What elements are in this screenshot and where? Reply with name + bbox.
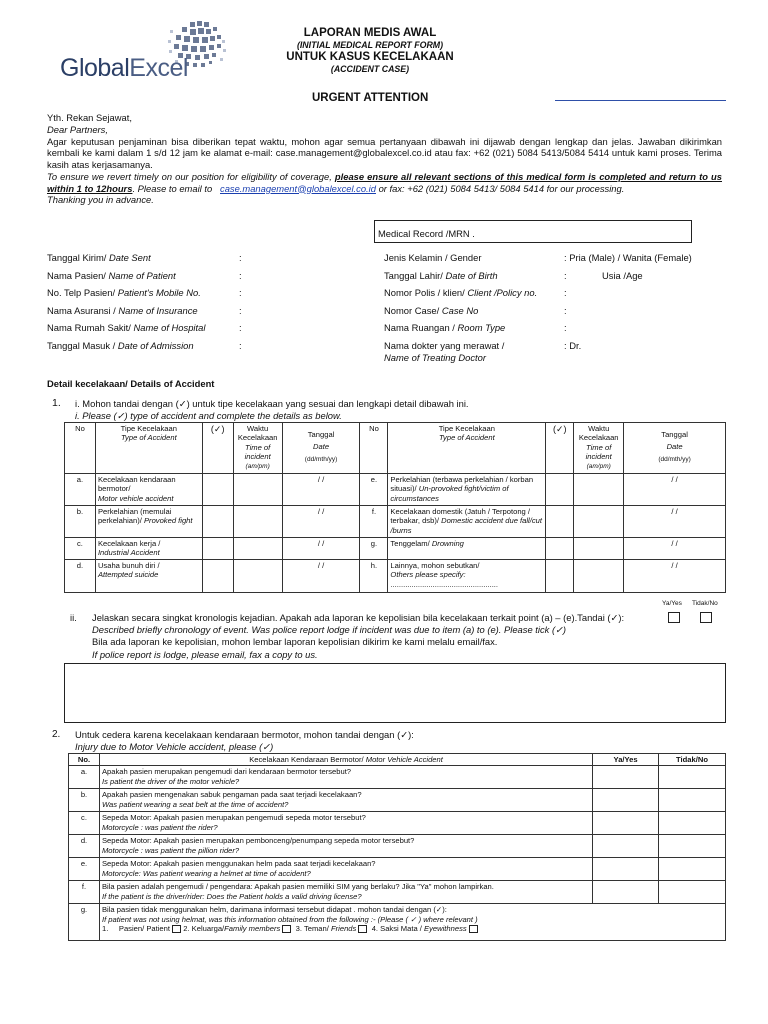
mv-row-en: Is patient the driver of the motor vehicle? [101,776,240,786]
table-row [69,812,726,835]
row-type-id: Kecelakaan domestik (Jatuh / Terpotong / terbakar, dsb)/ [390,507,531,526]
row-check-cell[interactable] [546,474,574,506]
field-colon: : [239,269,242,281]
col-time-2 [574,423,624,474]
field-label-id: Jenis Kelamin / Gender [384,252,482,263]
field-colon: : [239,339,242,351]
field-label-en: Client /Policy no. [467,287,538,298]
col-date-2 [624,423,726,474]
field-colon: : [564,322,567,333]
mv-yes-cell[interactable] [593,766,659,789]
table-row [69,766,726,789]
section1ii-text [92,612,712,661]
field-value: : Dr. [564,339,582,351]
mv-row-id: Apakah pasien merupakan pengemudi dari kendaraan bermotor tersebut? [101,767,352,777]
row-check-cell[interactable] [202,538,233,560]
mv-row-no: c. [69,812,100,835]
col-date-unit: (dd/mth/yy) [304,456,338,464]
mrn-field[interactable] [374,220,692,243]
row-type-id: Usaha bunuh diri / [97,561,160,570]
row-type-en: Un-provoked fight/victim of circumstances [390,484,509,503]
row-type-en: Attempted suicide [97,570,159,580]
col-type-2 [388,423,546,474]
col-time-id: Waktu Kecelakaan [578,424,619,443]
field-colon: : [239,287,242,298]
row-type-id: Perkelahian (memulai perkelahian)/ [97,507,172,526]
row-date-cell[interactable]: / / [282,474,360,506]
row-no: c. [65,538,96,560]
subtitle-en: (ACCIDENT CASE) [330,64,410,74]
field-label-en: Name of Insurance [118,304,198,316]
row-date-cell[interactable]: / / [624,474,726,506]
row-date-cell[interactable]: / / [282,560,360,593]
field-label-id: Nomor Case/ [384,304,440,316]
mv-row-en: If the patient is the driver/rider: Does the Patient holds a valid driving license? [101,891,362,901]
col-type [95,423,202,474]
row-check-cell[interactable] [546,538,574,560]
fields-left [47,252,377,357]
table-row [69,858,726,881]
field-label-en: Name of Patient [108,269,176,281]
source-option-2[interactable] [183,924,291,933]
row-date-cell[interactable]: / / [282,506,360,538]
email-link[interactable]: case.management@globalexcel.co.id [220,182,376,194]
no-label: Tidak/No [692,600,718,607]
greeting-id: Yth. Rekan Sejawat, [47,112,132,123]
accident-type-table [64,422,726,593]
row-no: a. [65,474,96,506]
field-policy[interactable] [384,287,724,305]
field-label-id: Nama dokter yang merawat / [384,339,505,351]
col-time-unit: (am/pm) [245,463,270,470]
section1-title-text: Detail kecelakaan/ Details of Accident [47,378,215,389]
mv-row-no: e. [69,858,100,881]
col-time-unit: (am/pm) [586,463,611,470]
field-colon: : [564,304,567,316]
field-date-sent[interactable] [47,252,377,270]
field-label-id: Nama Pasien/ [47,269,106,281]
row-check-cell[interactable] [546,506,574,538]
subtitle-id: UNTUK KASUS KECELAKAAN [286,51,454,63]
mv-row-g-en: If patient was not using helmat, was this information obtained from the following :- (Please ( ✓ ) where relevant ) [101,914,478,924]
col-date-unit: (dd/mth/yy) [658,456,691,464]
others-specify-field[interactable]: ................................................... [390,579,499,589]
mv-no-cell[interactable] [659,812,726,835]
mv-yes-cell[interactable] [593,789,659,812]
section1ii-line2-en: If police report is lodge, please email, fax a copy to us. [92,648,318,660]
field-label-id: Nomor Polis / klien/ [384,287,465,298]
row-type [388,560,546,593]
row-date-cell[interactable]: / / [624,538,726,560]
mv-row-id: Apakah pasien mengenakan sabuk pengaman pada saat terjadi kecelakaan? [101,790,362,800]
field-label-id: Tanggal Lahir/ [384,269,443,281]
mv-row-en: Motorcycle : was patient the rider? [101,822,218,832]
field-insurance[interactable] [47,305,377,323]
greeting-en: Dear Partners, [47,123,108,135]
intro [47,112,722,206]
logo-wordmark [60,54,188,83]
mv-row-g [99,904,725,941]
opt4-checkbox[interactable] [469,925,478,933]
row-date-cell[interactable]: / / [282,538,360,560]
field-label-en: Date of Admission [117,339,194,351]
col-time-en: Time of incident [585,442,612,461]
mv-row-en: Motorcycle: Was patient wearing a helmet at time of accident? [101,868,311,878]
section1ii-line1-en: Described briefly chronology of event. Was police report lodge if incident was due to item (a) to (e). Please tick (✓) [92,624,567,636]
mv-row-en: Motorcycle : was patient the pillion rider? [101,845,240,855]
row-no: b. [65,506,96,538]
field-label-en: Date of Birth [445,269,498,281]
row-date-cell[interactable]: / / [624,560,726,593]
mv-row-id: Sepeda Motor: Apakah pasien merupakan pengemudi sepeda motor tersebut? [101,813,366,823]
mv-no-cell[interactable] [659,881,726,904]
police-report-no-checkbox[interactable] [700,612,712,623]
col-date-id: Tanggal [307,430,335,439]
intro-en-2: . Please to email to [132,182,213,194]
table-row [65,538,726,560]
opt1-checkbox[interactable] [172,925,181,933]
motor-vehicle-table [68,753,726,941]
row-type-en: Domestic accident due fall/cut /burns [390,516,542,535]
title-en: (INITIAL MEDICAL REPORT FORM) [296,40,444,50]
opt4-num: 4. Saksi Mata / [371,923,422,933]
mv-yes-cell[interactable] [593,858,659,881]
opt3-label: Friends [331,923,357,933]
row-type-id: Perkelahian (terbawa perkelahian / korban situasi)/ [390,475,534,494]
mrn-label: Medical Record /MRN . [378,228,475,239]
mv-row-text [99,835,592,858]
opt1-num: 1. [101,923,109,933]
row-type [95,474,202,506]
row-type-id: Kecelakaan kerja / [97,539,161,548]
opt4-label: Eyewithness [424,923,467,933]
header [270,27,470,74]
opt3-checkbox[interactable] [358,925,367,933]
fields-right [384,252,724,366]
mv-col-yes: Ya/Yes [593,754,659,766]
mv-row-no: g. [69,904,100,941]
section1-instr-en: i. Please (✓) type of accident and complete the details as below. [75,410,342,421]
col-type-en: Type of Accident [120,433,177,443]
row-type-id: Lainnya, mohon sebutkan/ [390,561,480,570]
section1-instr-id: i. Mohon tandai dengan (✓) untuk tipe kecelakaan yang sesuai dan lengkapi detail dibawah ini. [75,398,469,409]
row-type-en: Motor vehicle accident [97,493,174,503]
field-colon: : [239,304,242,316]
field-label-id: Nama Rumah Sakit/ [47,322,131,333]
row-type [388,506,546,538]
mv-col-no2: Tidak/No [659,754,726,766]
table-row [65,506,726,538]
logo-excel: Excel [129,54,188,82]
intro-para-id: Agar keputusan penjaminan bisa diberikan tepat waktu, mohon agar semua pertanyaan dibawah ini dijawab dengan lengkap dan jelas. Jawaban dikirimkan kembali ke kami dalam 1 s/d 12 jam ke alamat e-mail: case.management@globalexcel.co.id atau fax: +62 (021) 5084 5413/5084 5414 untuk kami proses. Terima kasih atas kerjasamanya. [47,135,722,170]
mv-row-no: d. [69,835,100,858]
section1ii-line1-id: Jelaskan secara singkat kronologis kejadian. Apakah ada laporan ke kepolisian bila kecelakaan terkait point (a) – (e).Tandai (✓): [92,612,625,623]
section2-num: 2. [52,729,61,740]
mv-row-no: f. [69,881,100,904]
row-type-id: Kecelakaan kendaraan bermotor/ [97,475,176,494]
logo [60,20,220,82]
row-type [388,538,546,560]
col-no: No [65,423,96,474]
row-no: e. [360,474,388,506]
row-check-cell[interactable] [202,560,233,593]
row-check-cell[interactable] [202,506,233,538]
field-case[interactable] [384,305,724,323]
row-type [95,506,202,538]
yes-label: Ya/Yes [662,600,682,607]
field-label-en: Name of Treating Doctor [384,352,486,364]
mv-yes-cell[interactable] [593,812,659,835]
field-label-en: Date Sent [109,252,151,263]
row-time-cell[interactable] [233,538,282,560]
field-colon: : [564,269,567,281]
mv-no-cell[interactable] [659,766,726,789]
section2-instr-id: Untuk cedera karena kecelakaan kendaraan bermotor, mohon tandai dengan (✓): [75,729,414,740]
row-time-cell[interactable] [574,560,624,593]
mv-row-id: Sepeda Motor: Apakah pasien menggunakan helm pada saat terjadi kecelakaan? [101,859,376,869]
row-time-cell[interactable] [233,474,282,506]
row-check-cell[interactable] [546,560,574,593]
field-mobile[interactable] [47,287,377,305]
row-no: g. [360,538,388,560]
mv-row-text [99,858,592,881]
source-option-1[interactable] [102,924,181,933]
mv-row-id: Sepeda Motor: Apakah pasien merupakan pembonceng/penumpang sepeda motor tersebut? [101,836,415,846]
row-no: f. [360,506,388,538]
row-time-cell[interactable] [574,538,624,560]
col-date-en: Date [666,442,683,452]
mv-table-header [69,754,726,766]
table-row [69,881,726,904]
field-label-id: Tanggal Masuk / [47,339,116,351]
col-time-en: Time of incident [244,442,271,461]
mv-col-title-en: Motor Vehicle Accident [365,755,443,764]
col-type-en: Type of Accident [438,433,495,443]
section1-num: 1. [52,397,61,409]
row-type-en: Industrial Accident [97,548,160,558]
row-type-en: Provoked fight [143,516,193,526]
table-row [65,474,726,506]
row-type [95,560,202,593]
section2-instr-en: Injury due to Motor Vehicle accident, please (✓) [75,741,274,752]
mv-row-text [99,766,592,789]
mv-row-text [99,789,592,812]
col-time [233,423,282,474]
opt1-label: Pasien/ Patient [118,923,170,933]
police-report-yes-checkbox[interactable] [668,612,680,623]
age-label: Usia /Age [602,269,643,281]
title-id: LAPORAN MEDIS AWAL [303,27,437,39]
urgent-line [555,100,726,101]
col-type-id: Tipe Kecelakaan [438,424,495,433]
mv-row-id: Bila pasien adalah pengemudi / pengendara: Apakah pasien memiliki SIM yang berlaku? Jika "Ya" mohon lampirkan. [101,882,494,892]
row-type [388,474,546,506]
field-label-en: Room Type [457,322,506,333]
field-label-en: Patient's Mobile No. [117,287,201,298]
field-admission[interactable] [47,340,377,358]
table-row [69,835,726,858]
field-label-id: Nama Asuransi / [47,304,116,316]
row-time-cell[interactable] [233,506,282,538]
col-date-id: Tanggal [661,430,688,439]
mv-row-g-id: Bila pasien tidak menggunakan helm, darimana informasi tersebut didapat . mohon tandai dengan (✓): [101,905,447,915]
field-label-en: Name of Hospital [133,322,206,333]
source-option-4[interactable] [372,924,478,933]
mv-yes-cell[interactable] [593,835,659,858]
accident-table-header [65,423,726,474]
row-date-cell[interactable]: / / [624,506,726,538]
row-type-en: Others please specify: [390,570,466,580]
field-label-id: Tanggal Kirim/ [47,252,107,263]
row-type [95,538,202,560]
opt2-checkbox[interactable] [282,925,291,933]
row-type-en: Drowning [431,539,464,548]
field-hospital[interactable] [47,322,377,340]
col-no-2: No [360,423,388,474]
field-colon: : [239,252,242,263]
intro-en-3: or fax: +62 (021) 5084 5413/ 5084 5414 for our processing. [378,182,625,194]
row-check-cell[interactable] [202,474,233,506]
table-row [69,789,726,812]
opt2-label: Family members [224,923,281,933]
field-colon: : [239,322,242,333]
field-patient-name[interactable] [47,270,377,288]
mv-yes-cell[interactable] [593,881,659,904]
section1-title [47,378,214,389]
field-value: : Pria (Male) / Wanita (Female) [564,252,692,263]
field-label-en: Case No [441,304,479,316]
intro-en-1: To ensure we revert timely on our position for eligibility of coverage, [47,170,332,182]
col-date-en: Date [313,442,330,452]
mv-no-cell[interactable] [659,789,726,812]
col-date [282,423,360,474]
urgent-attention: URGENT ATTENTION [312,92,429,104]
intro-thanks: Thanking you in advance. [47,194,154,206]
row-no: h. [360,560,388,593]
intro-en-bold: please ensure all relevant sections of this medical form is completed and return to us within 1 to 12hours [47,170,722,194]
field-room[interactable] [384,322,724,340]
row-no: d. [65,560,96,593]
row-time-cell[interactable] [574,474,624,506]
mv-row-text [99,812,592,835]
intro-para-en [47,171,722,195]
row-time-cell[interactable] [233,560,282,593]
field-doctor[interactable] [384,340,724,366]
row-time-cell[interactable] [574,506,624,538]
chronology-textarea[interactable] [64,663,726,723]
mv-col-no: No. [69,754,100,766]
table-row [69,904,726,941]
opt3-num: 3. Teman/ [295,923,329,933]
field-label-id: Nama Ruangan / [384,322,455,333]
field-gender[interactable] [384,252,724,270]
table-row [65,560,726,593]
col-type-id: Tipe Kecelakaan [120,424,177,433]
mv-row-no: b. [69,789,100,812]
section1ii-line2-id: Bila ada laporan ke kepolisian, mohon lembar laporan kepolisian dikirim ke kami melalu email/fax. [92,636,498,648]
field-colon: : [564,287,567,298]
col-check: (✓) [202,423,233,474]
mv-col-title-id: Kecelakaan Kendaraan Bermotor/ [249,755,364,764]
mv-row-no: a. [69,766,100,789]
mv-row-en: Was patient wearing a seat belt at the time of accident? [101,799,289,809]
field-dob[interactable] [384,270,724,288]
mv-no-cell[interactable] [659,835,726,858]
source-option-3[interactable] [296,924,368,933]
section1ii-num: ii. [70,612,77,623]
mv-col-title [99,754,592,766]
row-type-id: Tenggelam/ [390,539,430,548]
col-time-id: Waktu Kecelakaan [237,424,278,443]
opt2-num: 2. Keluarga/ [183,923,225,933]
mv-no-cell[interactable] [659,858,726,881]
col-check-2: (✓) [546,423,574,474]
field-label-id: No. Telp Pasien/ [47,287,116,298]
logo-global: Global [60,54,130,82]
mv-row-text [99,881,592,904]
